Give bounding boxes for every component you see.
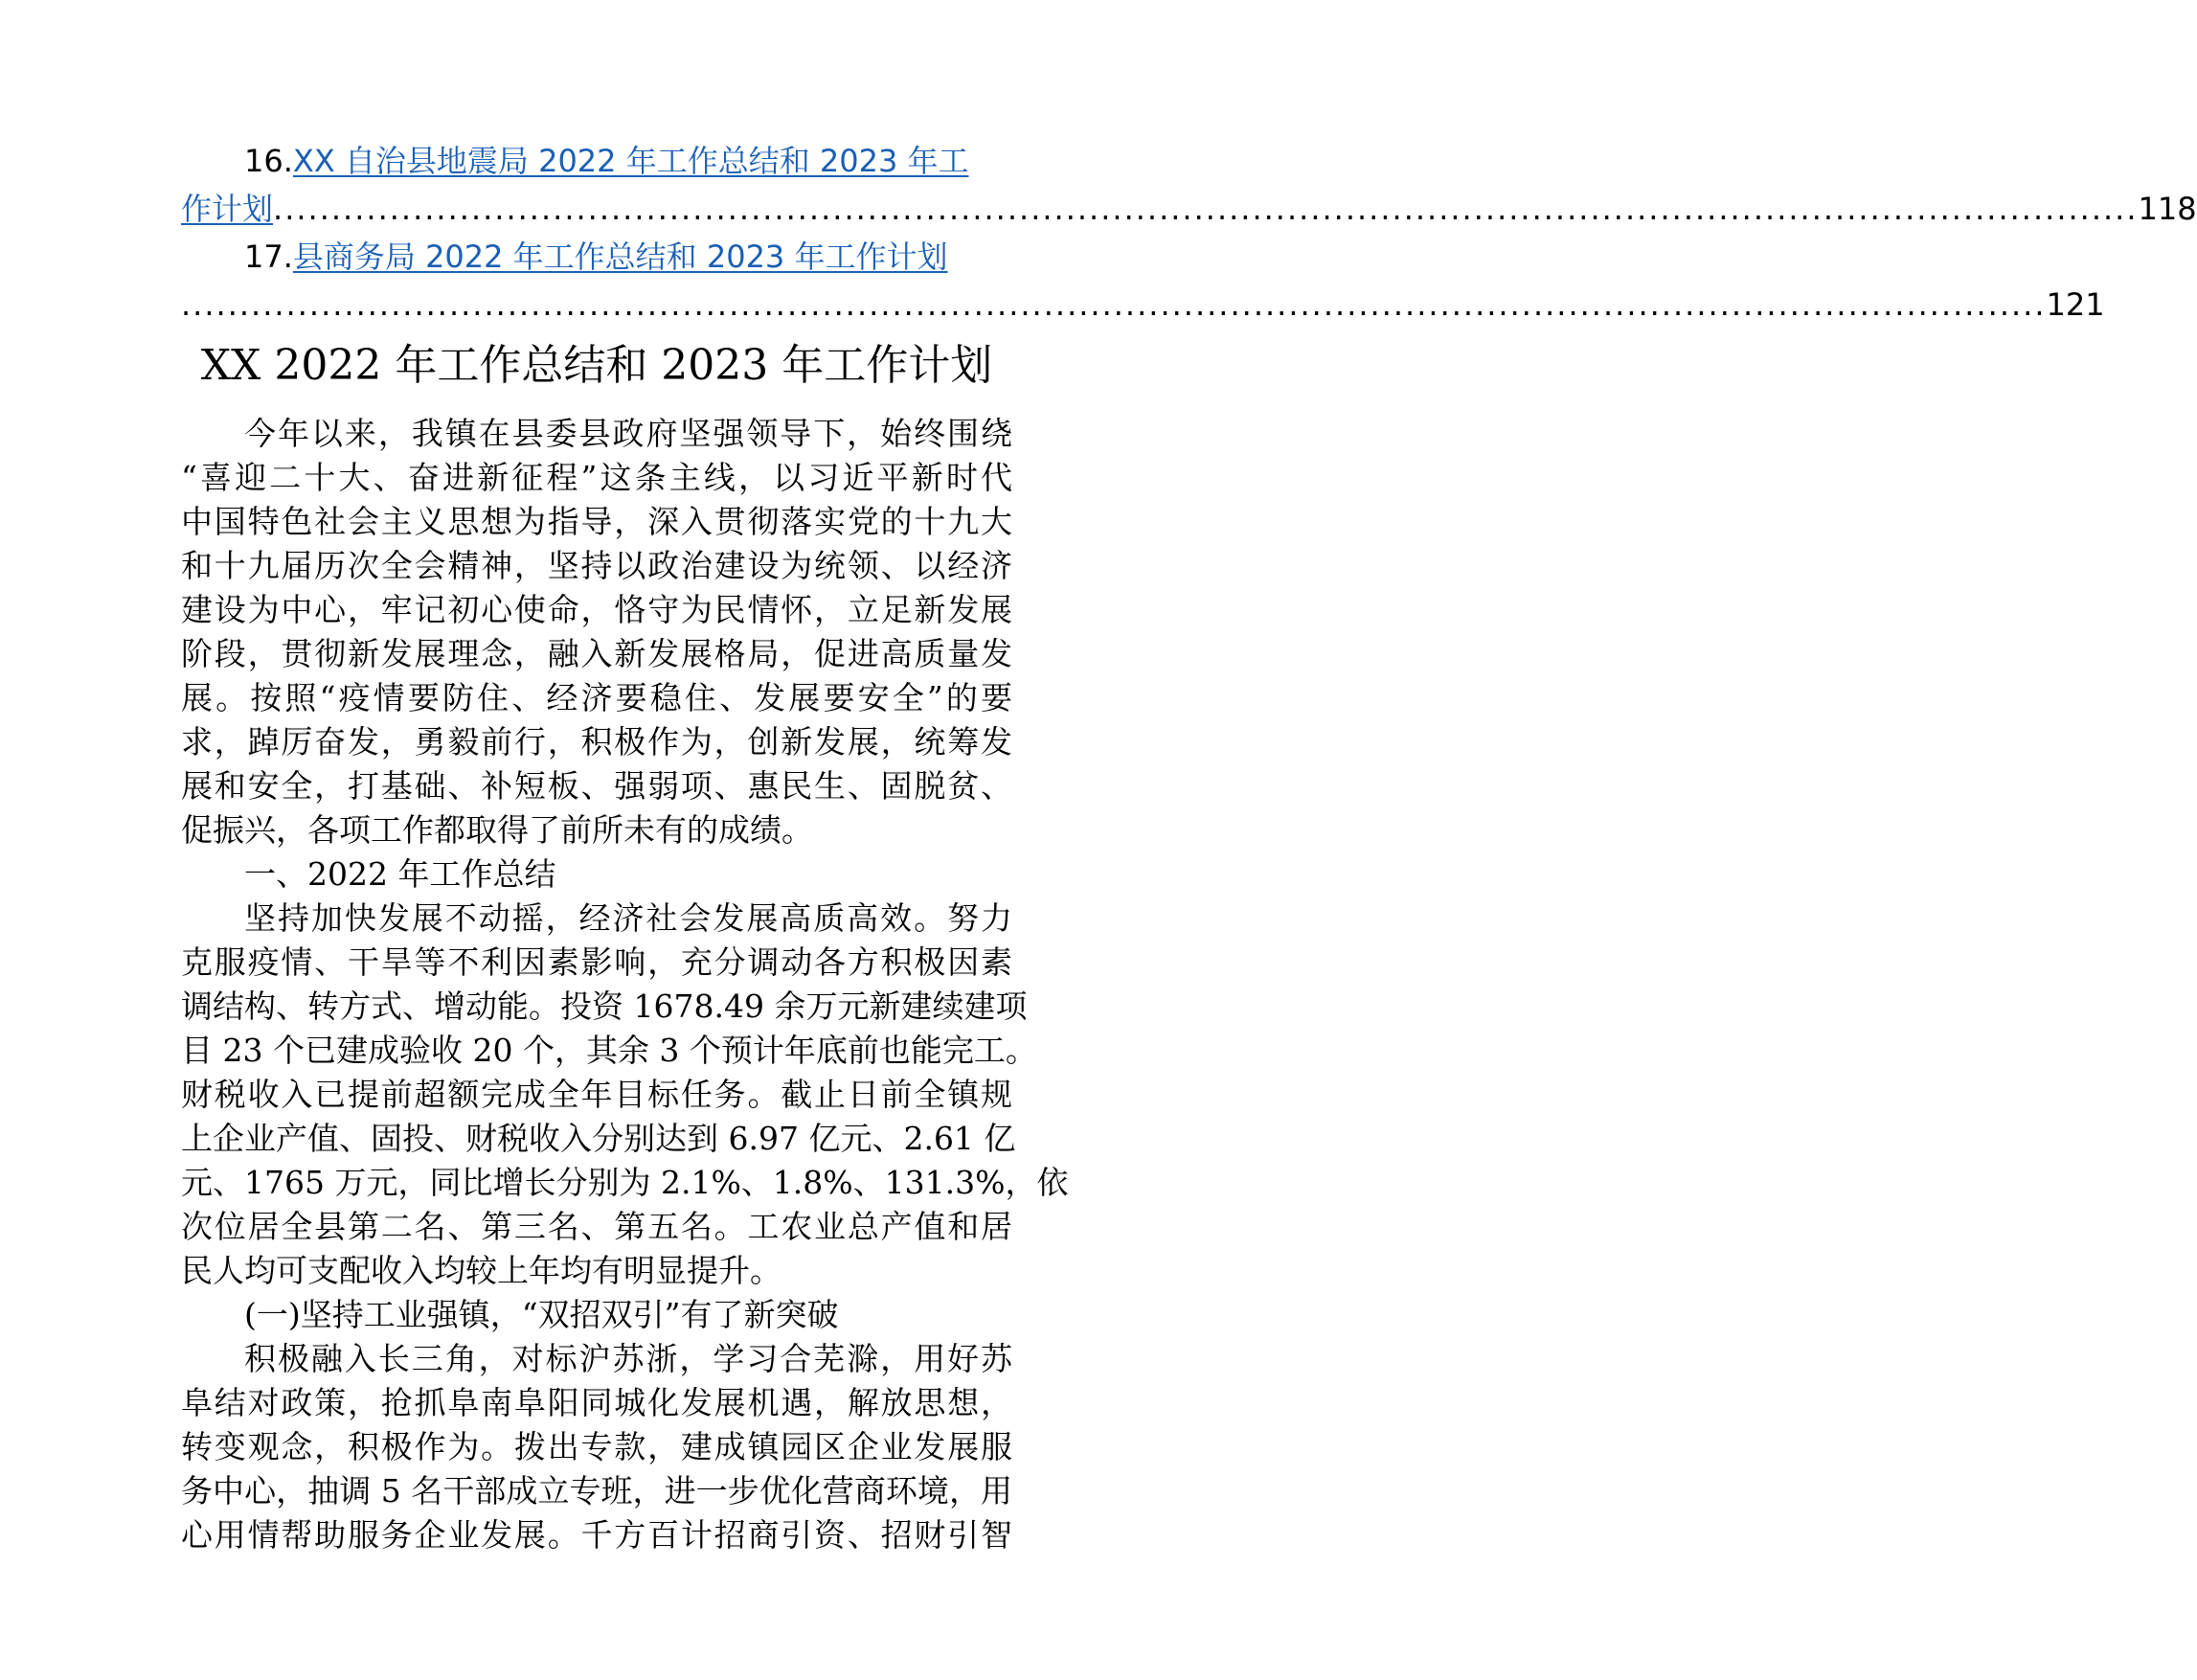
toc-link-16-continued[interactable]: 作计划: [181, 191, 274, 227]
toc-entry-17-line2: [181, 284, 2105, 326]
paragraph-line: 调结构、转方式、增动能。投资 1678.49 余万元新建续建项: [181, 988, 1028, 1025]
paragraph-line: 财税收入已提前超额完成全年目标任务。截止日前全镇规: [181, 1076, 1012, 1113]
paragraph-line: 坚持加快发展不动摇，经济社会发展高质高效。努力: [244, 899, 1012, 937]
paragraph-line: 展。按照“疫情要防住、经济要稳住、发展要安全”的要: [181, 679, 1012, 716]
toc-link-16[interactable]: XX 自治县地震局 2022 年工作总结和 2023 年工: [292, 143, 969, 179]
toc-leader-dots: ................................................................................................................................................................: [273, 191, 2139, 227]
paragraph-line: 务中心，抽调 5 名干部成立专班，进一步优化营商环境，用: [181, 1472, 1012, 1510]
paragraph-line: 今年以来，我镇在县委县政府坚强领导下，始终围绕: [244, 415, 1012, 452]
toc-link-17[interactable]: 县商务局 2022 年工作总结和 2023 年工作计划: [292, 238, 948, 275]
paragraph-line: 和十九届历次全会精神，坚持以政治建设为统领、以经济: [181, 547, 1012, 584]
paragraph-line: 克服疫情、干旱等不利因素影响，充分调动各方积极因素: [181, 943, 1012, 981]
toc-page-number: 118: [2138, 191, 2197, 227]
paragraph-line: 积极融入长三角，对标沪苏浙，学习合芜滁，用好苏: [244, 1340, 1012, 1377]
paragraph-line: 中国特色社会主义思想为指导，深入贯彻落实党的十九大: [181, 503, 1012, 540]
document-title: XX 2022 年工作总结和 2023 年工作计划: [200, 341, 993, 390]
subsection-heading: (一)坚持工业强镇，“双招双引”有了新突破: [244, 1296, 839, 1333]
paragraph-line: 目 23 个已建成验收 20 个，其余 3 个预计年底前也能完工。: [181, 1032, 1037, 1069]
toc-entry-number: 17.: [244, 238, 293, 275]
paragraph-line: 求，踔厉奋发，勇毅前行，积极作为，创新发展，统筹发: [181, 723, 1012, 761]
toc-entry-16-line1: [244, 140, 1012, 182]
paragraph-line: 阶段，贯彻新发展理念，融入新发展格局，促进高质量发: [181, 635, 1012, 672]
paragraph-line: 建设为中心，牢记初心使命，恪守为民情怀，立足新发展: [181, 591, 1012, 628]
paragraph-line: 民人均可支配收入均较上年均有明显提升。: [181, 1252, 781, 1289]
toc-leader-dots: ................................................................................................................................................................: [181, 286, 2047, 323]
paragraph-line: 阜结对政策，抢抓阜南阜阳同城化发展机遇，解放思想，: [181, 1384, 1012, 1421]
paragraph-line: 次位居全县第二名、第三名、第五名。工农业总产值和居: [181, 1208, 1012, 1245]
toc-page-number: 121: [2046, 286, 2105, 323]
paragraph-line: 促振兴，各项工作都取得了前所未有的成绩。: [181, 811, 813, 849]
paragraph-line: 上企业产值、固投、财税收入分别达到 6.97 亿元、2.61 亿: [181, 1120, 1016, 1157]
paragraph-line: 心用情帮助服务企业发展。千方百计招商引资、招财引智: [181, 1516, 1012, 1554]
section-heading: 一、2022 年工作总结: [244, 855, 556, 893]
toc-entry-17-line1: [244, 236, 1012, 278]
paragraph-line: 元、1765 万元，同比增长分别为 2.1%、1.8%、131.3%，依: [181, 1164, 1069, 1201]
paragraph-line: “喜迎二十大、奋进新征程”这条主线，以习近平新时代: [181, 459, 1012, 496]
toc-entry-16-line2: [181, 188, 2197, 230]
toc-entry-number: 16.: [244, 143, 293, 179]
paragraph-line: 转变观念，积极作为。拨出专款，建成镇园区企业发展服: [181, 1428, 1012, 1465]
paragraph-line: 展和安全，打基础、补短板、强弱项、惠民生、固脱贫、: [181, 767, 1012, 805]
